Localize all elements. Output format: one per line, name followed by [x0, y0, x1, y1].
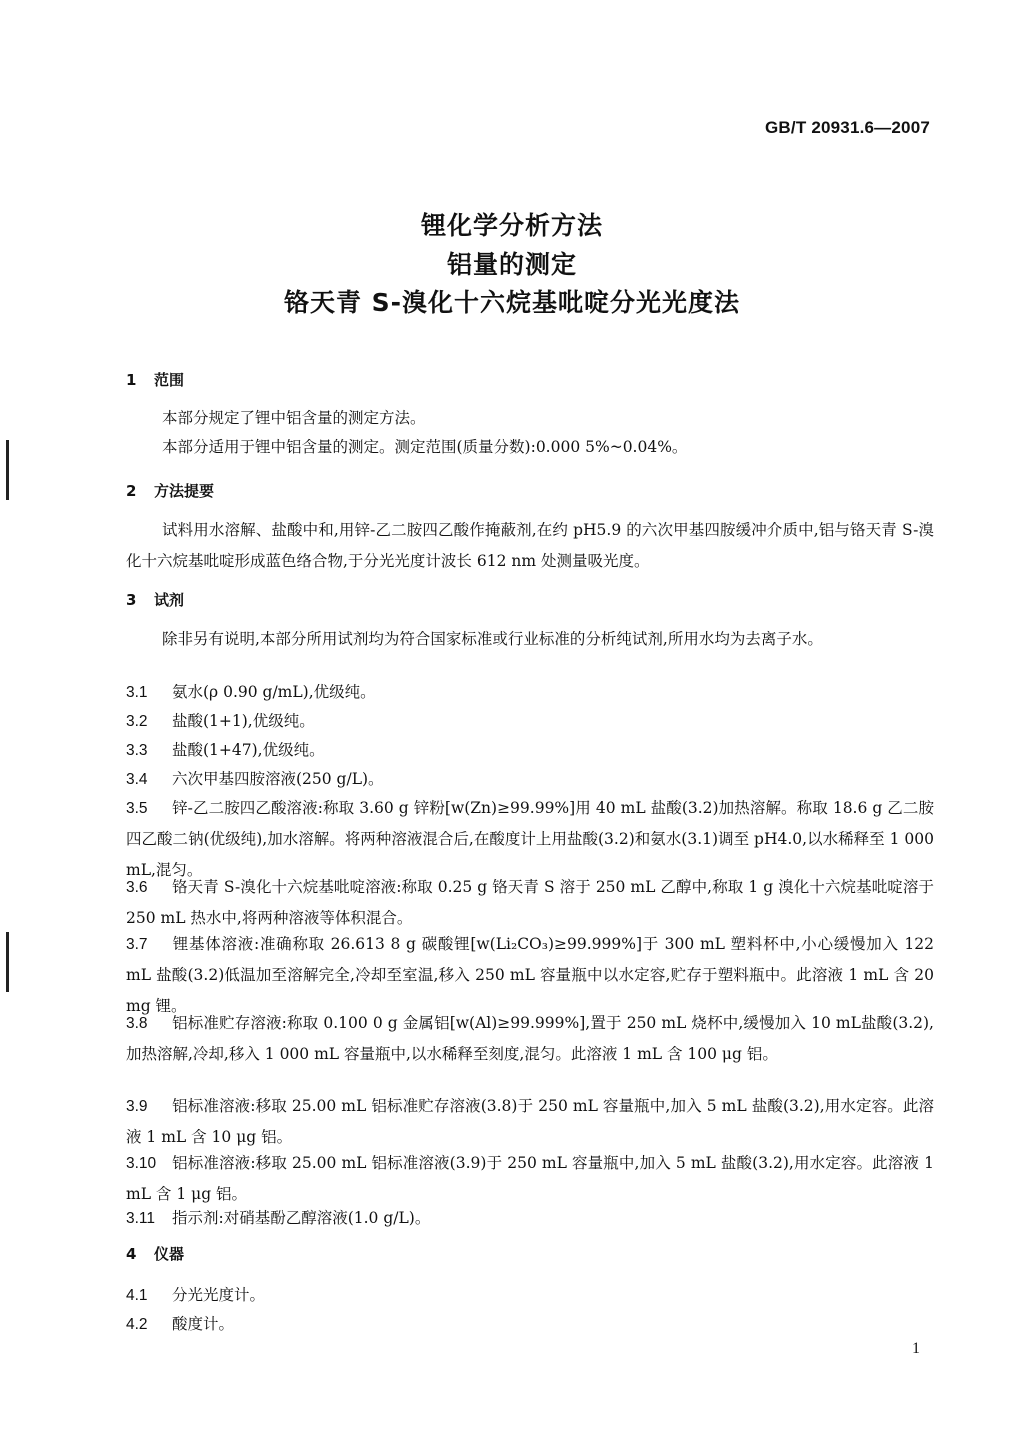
item-number: 3.3	[126, 742, 148, 759]
list-item	[126, 1008, 934, 1070]
item-number: 3.7	[126, 936, 148, 953]
list-item	[126, 677, 934, 708]
page-number: 1	[912, 1340, 920, 1357]
paragraph: 试料用水溶解、盐酸中和,用锌-乙二胺四乙酸作掩蔽剂,在约 pH5.9 的六次甲基四胺缓冲介质中,铝与铬天青 S-溴化十六烷基吡啶形成蓝色络合物,于分光光度计波长 612 nm 处测量吸光度。	[126, 521, 934, 570]
item-number: 3.11	[126, 1210, 156, 1227]
paragraph: 本部分规定了锂中铝含量的测定方法。	[162, 409, 426, 427]
item-text: 六次甲基四胺溶液(250 g/L)。	[172, 770, 384, 788]
item-text: 铝标准贮存溶液:称取 0.100 0 g 金属铝[w(Al)≥99.999%],置于 250 mL 烧杯中,缓慢加入 10 mL盐酸(3.2),加热溶解,冷却,移入 1 000 mL 容量瓶中,以水稀释至刻度,混匀。此溶液 1 mL 含 100 μg 铝。	[126, 1014, 934, 1063]
list-item	[126, 1091, 934, 1153]
item-number: 4.1	[126, 1287, 148, 1304]
item-number: 3.4	[126, 771, 148, 788]
section-heading-4	[126, 1243, 184, 1264]
paragraph: 本部分适用于锂中铝含量的测定。测定范围(质量分数):0.000 5%~0.04%。	[162, 438, 688, 456]
document-title-line-2: 铝量的测定	[446, 250, 577, 279]
document-title-line-1: 锂化学分析方法	[420, 211, 603, 240]
item-number: 3.9	[126, 1098, 148, 1115]
section-title: 范围	[154, 371, 185, 389]
margin-mark	[6, 440, 9, 500]
item-text: 酸度计。	[172, 1315, 235, 1333]
section-number: 2	[126, 482, 137, 500]
item-number: 3.5	[126, 800, 148, 817]
item-text: 指示剂:对硝基酚乙醇溶液(1.0 g/L)。	[172, 1209, 431, 1227]
list-item	[126, 735, 934, 766]
list-item	[126, 1148, 934, 1210]
item-number: 3.2	[126, 713, 148, 730]
item-text: 锌-乙二胺四乙酸溶液:称取 3.60 g 锌粉[w(Zn)≥99.99%]用 40 mL 盐酸(3.2)加热溶解。称取 18.6 g 乙二胺四乙酸二钠(优级纯),加水溶解。将两种溶液混合后,在酸度计上用盐酸(3.2)和氨水(3.1)调至 pH4.0,以水稀释至 1 000 mL,混匀。	[126, 799, 934, 879]
document-title-line-3: 铬天青 S-溴化十六烷基吡啶分光光度法	[283, 288, 741, 317]
section-title: 试剂	[154, 591, 185, 609]
item-number: 3.10	[126, 1155, 157, 1172]
item-number: 3.6	[126, 879, 148, 896]
section-title: 方法提要	[154, 482, 215, 500]
item-text: 分光光度计。	[172, 1286, 266, 1304]
list-item	[126, 872, 934, 934]
section-heading-1	[126, 369, 184, 390]
margin-mark	[6, 932, 9, 992]
item-text: 铝标准溶液:移取 25.00 mL 铝标准溶液(3.9)于 250 mL 容量瓶中,加入 5 mL 盐酸(3.2),用水定容。此溶液 1 mL 含 1 μg 铝。	[126, 1154, 934, 1203]
item-text: 盐酸(1+47),优级纯。	[172, 741, 325, 759]
section-heading-2	[126, 480, 214, 501]
list-item	[126, 1203, 934, 1234]
paragraph: 除非另有说明,本部分所用试剂均为符合国家标准或行业标准的分析纯试剂,所用水均为去离子水。	[162, 630, 823, 648]
section-number: 4	[126, 1245, 137, 1263]
standard-code: GB/T 20931.6—2007	[765, 118, 930, 137]
list-item	[126, 1280, 934, 1311]
section-title: 仪器	[154, 1245, 185, 1263]
section-heading-3	[126, 589, 184, 610]
item-text: 铬天青 S-溴化十六烷基吡啶溶液:称取 0.25 g 铬天青 S 溶于 250 mL 乙醇中,称取 1 g 溴化十六烷基吡啶溶于 250 mL 热水中,将两种溶液等体积混合。	[126, 878, 934, 927]
item-text: 锂基体溶液:准确称取 26.613 8 g 碳酸锂[w(Li₂CO₃)≥99.999%]于 300 mL 塑料杯中,小心缓慢加入 122 mL 盐酸(3.2)低温加至溶解完全,冷却至室温,移入 250 mL 容量瓶中以水定容,贮存于塑料瓶中。此溶液 1 mL 含 20 mg 锂。	[126, 935, 934, 1015]
item-number: 3.1	[126, 684, 148, 701]
list-item	[126, 1309, 934, 1340]
item-text: 氨水(ρ 0.90 g/mL),优级纯。	[172, 683, 376, 701]
item-number: 3.8	[126, 1015, 148, 1032]
item-text: 盐酸(1+1),优级纯。	[172, 712, 315, 730]
section-number: 1	[126, 371, 137, 389]
item-text: 铝标准溶液:移取 25.00 mL 铝标准贮存溶液(3.8)于 250 mL 容量瓶中,加入 5 mL 盐酸(3.2),用水定容。此溶液 1 mL 含 10 μg 铝。	[126, 1097, 934, 1146]
list-item	[126, 706, 934, 737]
section-number: 3	[126, 591, 137, 609]
list-item	[126, 764, 934, 795]
item-number: 4.2	[126, 1316, 148, 1333]
